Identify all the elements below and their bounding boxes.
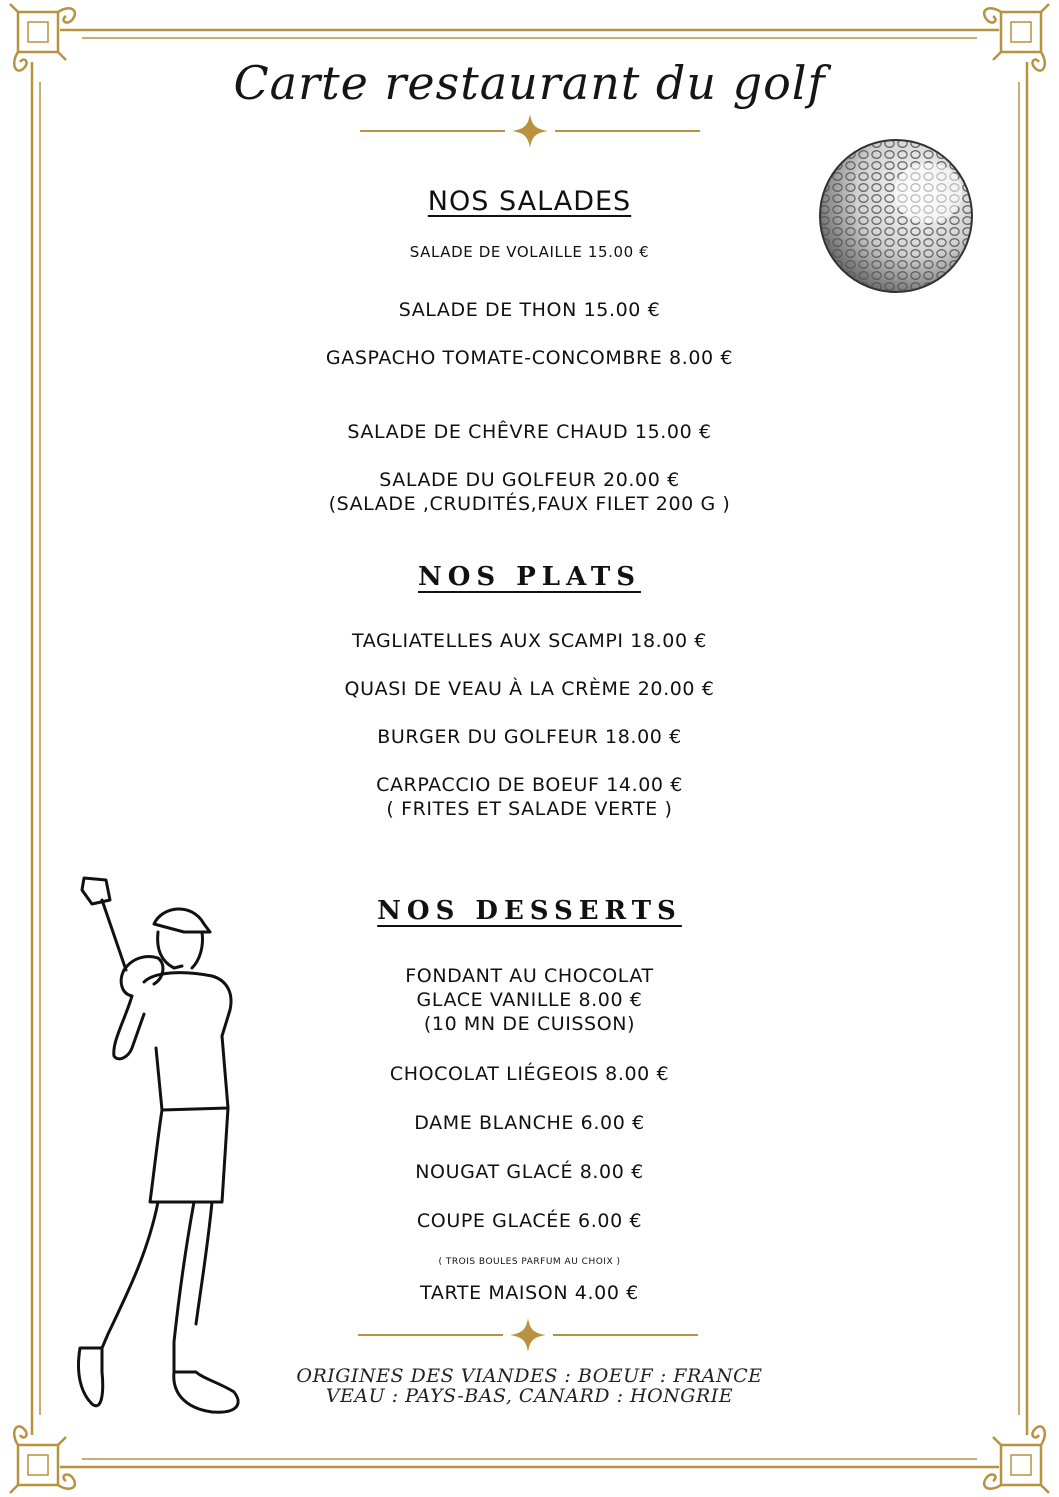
menu-item: BURGER DU GOLFEUR 18.00 € [377,726,682,748]
page-title: Carte restaurant du golf [233,56,826,110]
menu-item: CARPACCIO DE BOEUF 14.00 € [376,774,683,796]
menu-item: SALADE DE THON 15.00 € [398,299,661,321]
diamond-star-icon [358,1316,698,1356]
menu-item: SALADE DU GOLFEUR 20.00 € [379,469,680,491]
ornate-corner-icon [979,1417,1059,1497]
section-heading-plats: NOS PLATS [418,562,641,592]
menu-item: QUASI DE VEAU À LA CRÈME 20.00 € [344,678,715,700]
section-heading-salades: NOS SALADES [427,186,632,217]
section-heading-desserts: NOS DESSERTS [377,896,682,926]
diamond-star-icon [360,112,700,152]
menu-item: SALADE DE VOLAILLE 15.00 € [409,243,650,261]
meat-origins-line: VEAU : PAYS-BAS, CANARD : HONGRIE [325,1385,734,1407]
menu-item: NOUGAT GLACÉ 8.00 € [415,1161,644,1183]
menu-item: GASPACHO TOMATE-CONCOMBRE 8.00 € [325,347,734,369]
menu-item: SALADE DE CHÊVRE CHAUD 15.00 € [347,421,712,443]
golfer-illustration [62,872,262,1432]
menu-item-note: ( FRITES ET SALADE VERTE ) [386,798,673,820]
menu-item: GLACE VANILLE 8.00 € [416,989,643,1011]
menu-item-note: ( TROIS BOULES PARFUM AU CHOIX ) [438,1257,621,1267]
golf-ball-icon [818,138,978,298]
menu-item: TAGLIATELLES AUX SCAMPI 18.00 € [351,630,707,652]
menu-item: TARTE MAISON 4.00 € [420,1282,639,1304]
menu-item: DAME BLANCHE 6.00 € [414,1112,645,1134]
meat-origins-line: ORIGINES DES VIANDES : BOEUF : FRANCE [296,1365,763,1387]
menu-item-note: (10 MN DE CUISSON) [423,1013,636,1035]
menu-item: CHOCOLAT LIÉGEOIS 8.00 € [389,1063,670,1085]
menu-item: COUPE GLACÉE 6.00 € [416,1210,643,1232]
menu-item-note: (SALADE ,CRUDITÉS,FAUX FILET 200 G ) [328,493,731,515]
menu-item: FONDANT AU CHOCOLAT [405,965,654,987]
